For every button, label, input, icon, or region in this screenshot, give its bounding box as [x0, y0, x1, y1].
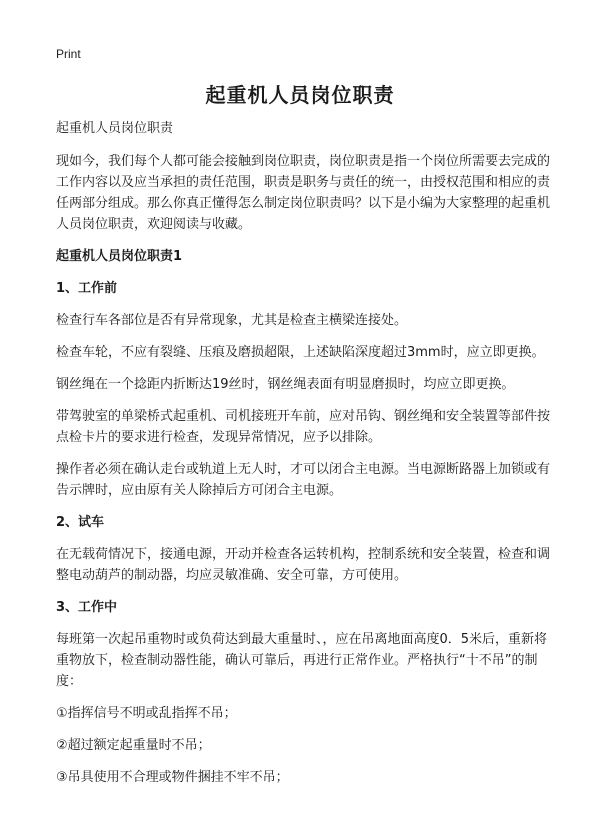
paragraph: 操作者必须在确认走台或轨道上无人时，才可以闭合主电源。当电源断路器上加锁或有告示牌时，应由原有关人除掉后方可闭合主电源。 — [56, 462, 551, 498]
paragraph: 检查行车各部位是否有异常现象，尤其是检查主横梁连接处。 — [56, 313, 408, 328]
paragraph: 带驾驶室的单梁桥式起重机、司机接班开车前，应对吊钩、钢丝绳和安全装置等部件按点检卡片的要求进行检查，发现异常情况，应予以排除。 — [56, 409, 551, 445]
section-heading: 起重机人员岗位职责1 — [56, 249, 183, 264]
list-item: ②超过额定起重量时不吊； — [56, 738, 211, 753]
document-subtitle: 起重机人员岗位职责 — [56, 121, 174, 136]
paragraph: 每班第一次起吊重物时或负荷达到最大重量时、，应在吊离地面高度0．5米后，重新将重物放下，检查制动器性能，确认可靠后，再进行正常作业。严格执行“十不吊”的制度： — [56, 632, 548, 689]
print-label: Print — [56, 47, 81, 61]
document-body — [56, 118, 550, 799]
intro-paragraph: 现如今，我们每个人都可能会接触到岗位职责，岗位职责是指一个岗位所需要去完成的工作内容以及应当承担的责任范围，职责是职务与责任的统一，由授权范围和相应的责任两部分组成。那么你真正懂得怎么制定岗位职责吗？以下是小编为大家整理的起重机人员岗位职责，欢迎阅读与收藏。 — [56, 154, 551, 232]
list-item: ③吊具使用不合理或物件捆挂不牢不吊； — [56, 770, 289, 785]
part-heading-trial-run: 2、试车 — [56, 515, 105, 530]
paragraph: 检查车轮，不应有裂缝、压痕及磨损超限，上述缺陷深度超过3mm时，应立即更换。 — [56, 345, 545, 360]
part-heading-before-work: 1、工作前 — [56, 281, 118, 296]
paragraph: 在无载荷情况下，接通电源，开动并检查各运转机构，控制系统和安全装置，检查和调整电动葫芦的制动器，均应灵敏准确、安全可靠，方可使用。 — [56, 547, 551, 583]
document-title: 起重机人员岗位职责 — [205, 83, 395, 107]
part-heading-during-work: 3、工作中 — [56, 600, 118, 615]
list-item: ①指挥信号不明或乱指挥不吊； — [56, 706, 237, 721]
paragraph: 钢丝绳在一个捻距内折断达19丝时，钢丝绳表面有明显磨损时，均应立即更换。 — [56, 377, 515, 392]
